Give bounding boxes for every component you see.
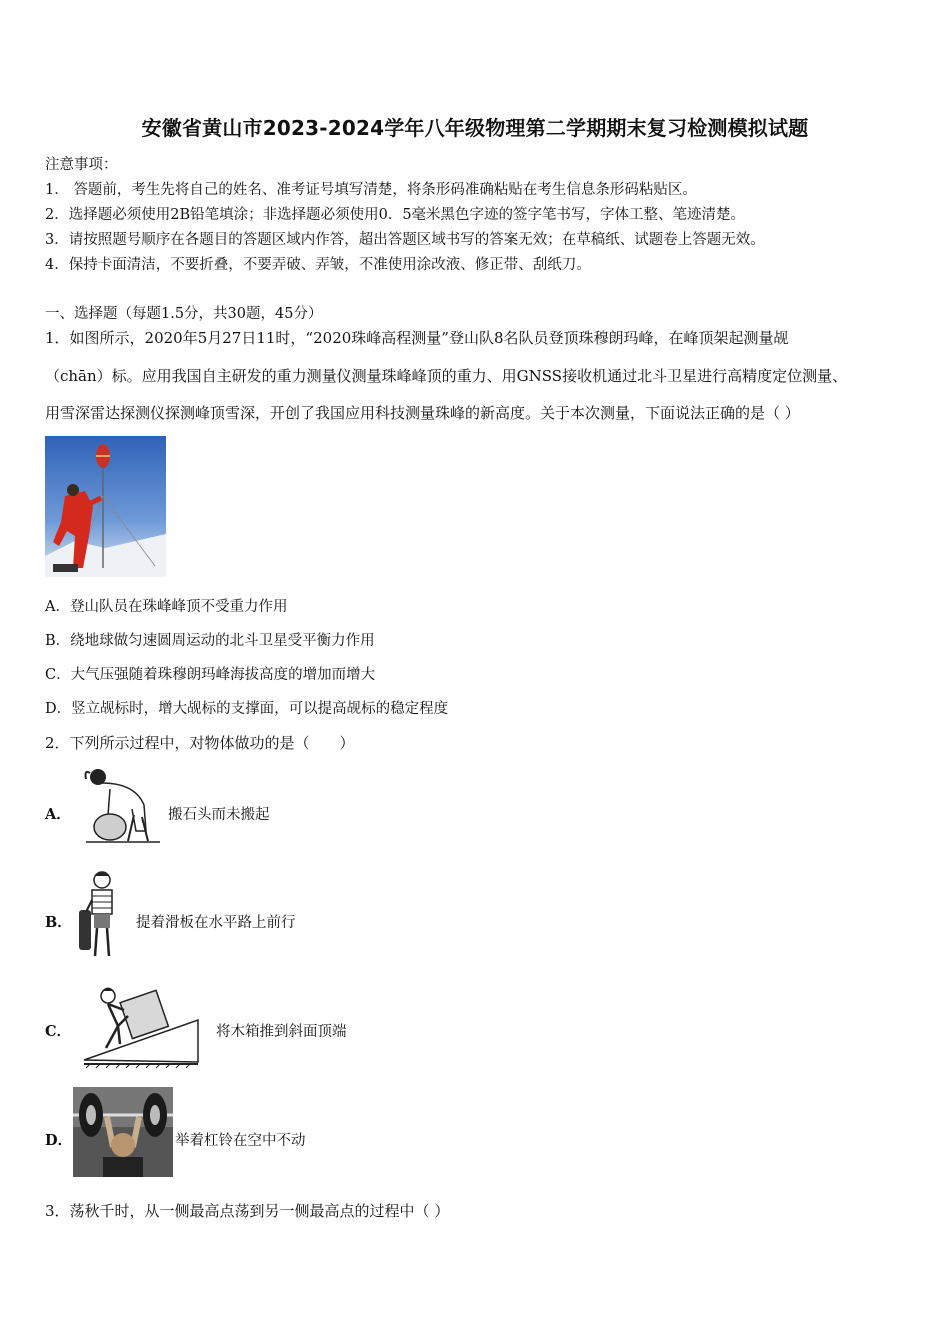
q2-option-d-label: D． — [45, 1132, 73, 1149]
carrying-skateboard-figure — [76, 870, 124, 962]
q2-option-b-text: 提着滑板在水平路上前行 — [136, 915, 296, 931]
q1-option-b: B．绕地球做匀速圆周运动的北斗卫星受平衡力作用 — [45, 633, 375, 649]
notice-item-1: 1． 答题前，考生先将自己的姓名、准考证号填写清楚，将条形码准确粘贴在考生信息条形码粘贴区。 — [45, 182, 697, 198]
q1-option-d: D．竖立觇标时，增大觇标的支撑面，可以提高觇标的稳定程度 — [45, 701, 449, 717]
q2-option-c-label: C． — [45, 1023, 72, 1040]
weightlifter-photo — [73, 1087, 173, 1177]
notice-item-3: 3．请按照题号顺序在各题目的答题区域内作答，超出答题区域书写的答案无效；在草稿纸、试题卷上答题无效。 — [45, 232, 765, 248]
page-title: 安徽省黄山市2023-2024学年八年级物理第二学期期末复习检测模拟试题 — [141, 116, 809, 140]
notice-heading: 注意事项： — [45, 157, 118, 173]
q1-stem-line-2: （chān）标。应用我国自主研发的重力测量仪测量珠峰峰顶的重力、用GNSS接收机通过北斗卫星进行高精度定位测量、 — [45, 367, 848, 385]
notice-item-2: 2．选择题必须使用2B铅笔填涂；非选择题必须使用0．5毫米黑色字迹的签字笔书写，字体工整、笔迹清楚。 — [45, 207, 746, 223]
everest-survey-photo — [45, 436, 166, 577]
pushing-box-incline-figure — [80, 982, 202, 1074]
q2-option-d-text: 举着杠铃在空中不动 — [175, 1133, 306, 1149]
lifting-stone-figure — [80, 765, 162, 845]
q2-option-a-label: A． — [45, 806, 71, 823]
notice-item-4: 4．保持卡面清洁，不要折叠，不要弄破、弄皱，不准使用涂改液、修正带、刮纸刀。 — [45, 257, 591, 273]
q2-option-b-label: B． — [45, 914, 72, 931]
q1-stem-line-1: 1．如图所示，2020年5月27日11时，“2020珠峰高程测量”登山队8名队员登顶珠穆朗玛峰，在峰顶架起测量觇 — [45, 329, 789, 347]
q2-stem: 2．下列所示过程中，对物体做功的是（ ） — [45, 734, 355, 752]
q3-stem: 3．荡秋千时，从一侧最高点荡到另一侧最高点的过程中（ ） — [45, 1202, 450, 1220]
section-heading: 一、选择题（每题1.5分，共30题，45分） — [45, 306, 323, 322]
q1-option-c: C．大气压强随着珠穆朗玛峰海拔高度的增加而增大 — [45, 667, 376, 683]
q1-option-a: A．登山队员在珠峰峰顶不受重力作用 — [45, 599, 288, 615]
q2-option-a-text: 搬石头而未搬起 — [168, 807, 270, 823]
q1-stem-line-3: 用雪深雷达探测仪探测峰顶雪深，开创了我国应用科技测量珠峰的新高度。关于本次测量，下面说法正确的是（ ） — [45, 404, 800, 422]
q2-option-c-text: 将木箱推到斜面顶端 — [216, 1024, 347, 1040]
